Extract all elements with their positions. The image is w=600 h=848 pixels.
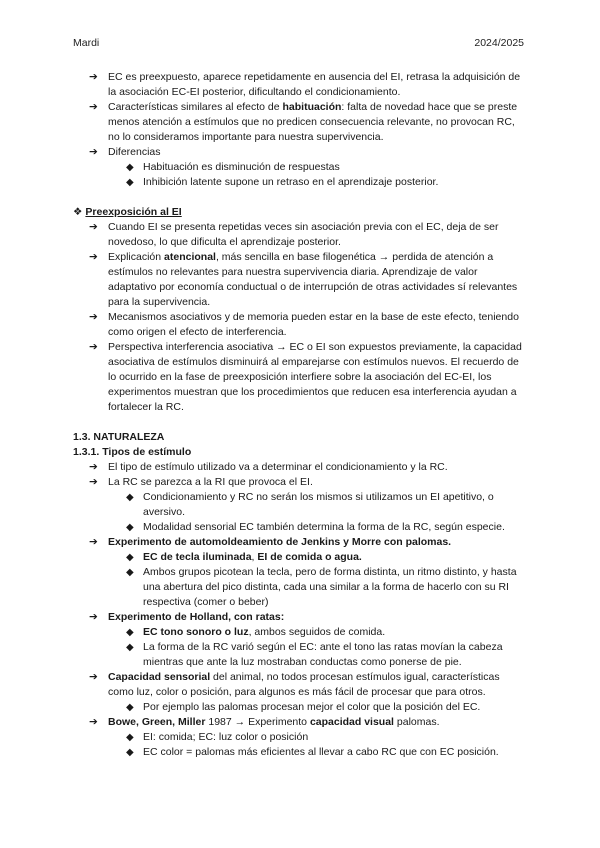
bullet-text: , más sencilla en base filogenética → perdida de atención a estímulos no relevantes para nuestra supervivencia diaria. Aprendizaje de valor adaptativo por economía conductual o de interrupción de otras actividades sí relevantes para la supervivencia. [108,251,518,308]
bullet-text: , [251,551,258,563]
bullet-text: 1987 → Experimento [205,716,310,728]
bullet-text: Habituación es disminución de respuestas [143,161,340,173]
bullet-item [73,100,525,145]
arrow-bullet-icon: ➔ [89,461,98,473]
bullet-item [73,250,525,310]
section-heading [73,205,525,220]
bullet-text: Condicionamiento y RC no serán los mismos si utilizamos un EI apetitivo, o aversivo. [143,491,494,518]
bullet-text: palomas. [393,716,440,728]
arrow-bullet-icon: ➔ [89,101,98,113]
sub-bullet-item [73,550,525,565]
bold-term: habituación [282,101,342,113]
arrow-bullet-icon: ➔ [89,671,98,683]
arrow-bullet-icon: ➔ [89,251,98,263]
diamond-bullet-icon: ◆ [126,492,134,503]
bullet-item [73,535,525,550]
bullet-item [73,340,525,415]
bullet-text: EC color = palomas más eficientes al llevar a cabo RC que con EC posición. [143,746,499,758]
bullet-text: EI: comida; EC: luz color o posición [143,731,309,743]
arrow-bullet-icon: ➔ [89,611,98,623]
bullet-text: Ambos grupos picotean la tecla, pero de forma distinta, un ritmo distinto, y hasta una abertura del pico distinta, cada una similar a la forma de hacerlo con su RI respectiva (comer o beber) [143,566,517,608]
diamond-bullet-icon: ◆ [126,627,134,638]
bullet-item [73,670,525,700]
bullet-text: La forma de la RC varió según el EC: ante el tono las ratas movían la cabeza mientras que ante la luz mostraban conductas como ponerse de pie. [143,641,503,668]
bullet-text: El tipo de estímulo utilizado va a determinar el condicionamiento y la RC. [108,461,448,473]
bullet-text: , ambos seguidos de comida. [248,626,386,638]
bold-term: capacidad visual [309,716,394,728]
bullet-text: Diferencias [108,146,161,158]
diamond-bullet-icon: ◆ [126,552,134,563]
bullet-item [73,310,525,340]
sub-bullet-item [73,700,525,715]
arrow-bullet-icon: ➔ [89,536,98,548]
bullet-item [73,715,525,730]
sub-bullet-item [73,625,525,640]
arrow-bullet-icon: ➔ [89,476,98,488]
diamond-bullet-icon: ◆ [126,567,134,578]
bold-term: Bowe, Green, Miller [108,716,206,728]
arrow-bullet-icon: ➔ [89,311,98,323]
sub-bullet-item [73,730,525,745]
bullet-text: Mecanismos asociativos y de memoria pueden estar en la base de este efecto, teniendo como origen el efecto de interferencia. [108,311,519,338]
sub-bullet-item [73,175,525,190]
bullet-item [73,70,525,100]
bullet-text: Explicación [108,251,165,263]
diamond-bullet-icon: ◆ [126,702,134,713]
bullet-text: EC es preexpuesto, aparece repetidamente en ausencia del EI, retrasa la adquisición de la asociación EC-EI posterior, dificultando el condicionamiento. [108,71,521,98]
header-year: 2024/2025 [474,37,524,49]
diamond-bullet-icon: ◆ [126,177,134,188]
bold-term: EI de comida o agua. [257,551,362,563]
bold-term: Capacidad sensorial [108,671,211,683]
bold-term: EC de tecla iluminada [143,551,252,563]
arrow-bullet-icon: ➔ [89,341,98,353]
bullet-item [73,610,525,625]
bullet-text: Características similares al efecto de [108,101,283,113]
arrow-bullet-icon: ➔ [89,71,98,83]
arrow-bullet-icon: ➔ [89,716,98,728]
diamond-bullet-icon: ◆ [126,522,134,533]
bullet-text: Por ejemplo las palomas procesan mejor el color que la posición del EC. [143,701,481,713]
bullet-item [73,460,525,475]
arrow-bullet-icon: ➔ [89,146,98,158]
bullet-item [73,145,525,160]
bullet-text: Modalidad sensorial EC también determina la forma de la RC, según especie. [143,521,505,533]
heading-naturaleza: 1.3. NATURALEZA [73,431,165,443]
sub-bullet-item [73,565,525,610]
bold-term: Experimento de automoldeamiento de Jenkins y Morre con palomas. [108,536,452,548]
heading-tipos-estimulo: 1.3.1. Tipos de estímulo [73,446,192,458]
bullet-item [73,220,525,250]
bullet-text: La RC se parezca a la RI que provoca el EI. [108,476,313,488]
header-course: Mardi [73,37,100,49]
diamond-bullet-icon: ◆ [126,747,134,758]
bullet-text: : falta de novedad hace que se preste menos atención a estímulos que no predicen consecuencia relevante, no provocan RC, no lo consideramos importante para nuestra supervivencia. [108,101,518,143]
sub-bullet-item [73,520,525,535]
bullet-text: Perspectiva interferencia asociativa → EC o EI son expuestos previamente, la capacidad asociativa de estímulos disminuirá al emparejarse con estímulos nuevos. El recuerdo de lo ocurrido en la fase de preexposición interfiere sobre la asociación del EC-EI, los experimentos muestran que los procedimientos que reducen esa interferencia ayudan a fortalecer la RC. [108,341,522,413]
bold-term: atencional [164,251,216,263]
arrow-bullet-icon: ➔ [89,221,98,233]
bullet-text: Inhibición latente supone un retraso en el aprendizaje posterior. [143,176,439,188]
sub-bullet-item [73,640,525,670]
bold-term: EC tono sonoro o luz [143,626,249,638]
bullet-item [73,475,525,490]
diamond-bullet-icon: ◆ [126,162,134,173]
bold-term: Experimento de Holland, con ratas: [108,611,285,623]
sub-bullet-item [73,490,525,520]
section-title: Preexposición al EI [85,206,182,218]
bullet-text: del animal, no todos procesan estímulos igual, características como luz, color o posición, para algunos es más fácil de procesar que para otros. [108,671,500,698]
diamond-bullet-icon: ◆ [126,732,134,743]
sub-bullet-item [73,160,525,175]
four-diamond-icon: ❖ [73,206,83,218]
bullet-text: Cuando EI se presenta repetidas veces sin asociación previa con el EC, deja de ser novedoso, lo que dificulta el aprendizaje posterior. [108,221,499,248]
diamond-bullet-icon: ◆ [126,642,134,653]
document-body [73,70,525,760]
sub-bullet-item [73,745,525,760]
